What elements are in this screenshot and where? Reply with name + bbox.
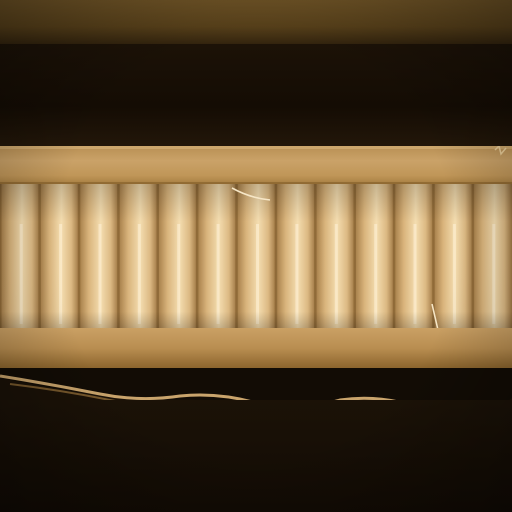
background-top-surface [0,0,512,48]
dark-floor [0,400,512,512]
bottom-face-sheet [0,328,512,368]
top-face-sheet [0,146,512,188]
dark-gap-above-panel [0,44,512,148]
honeycomb-core-cells [0,184,512,334]
honeycomb-core [0,184,512,334]
top-face-sheet-texture [0,146,512,188]
